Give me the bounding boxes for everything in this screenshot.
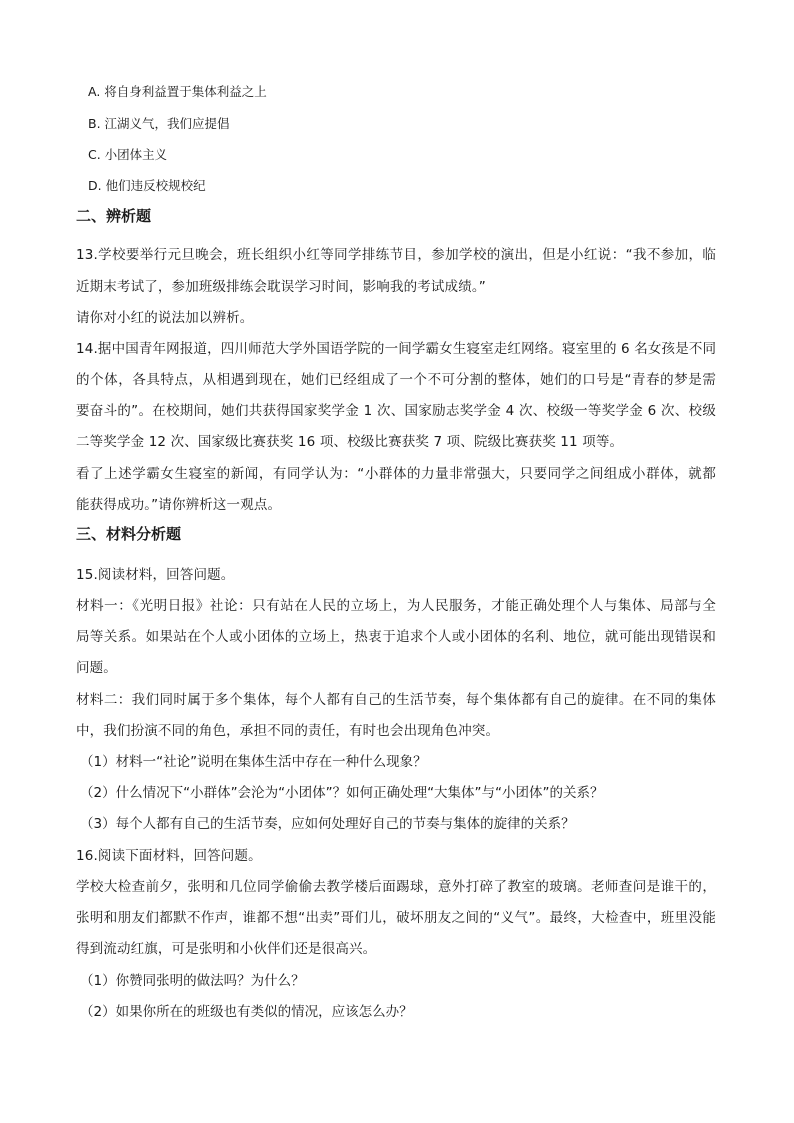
q16-paragraph-line-2: 张明和朋友们都默不作声，谁都不想“出卖”哥们儿，破坏朋友之间的“义气”。最终，大检查中，班里没能: [76, 910, 716, 926]
option-c: C. 小团体主义: [88, 147, 168, 162]
q15-material2-line-1: 材料二：我们同时属于多个集体，每个人都有自己的生活节奏，每个集体都有自己的旋律。在不同的集体: [76, 692, 716, 708]
q13-line-2: 近期末考试了，参加班级排练会耽误学习时间，影响我的考试成绩。”: [76, 279, 486, 295]
q14-line-6: 能获得成功。”请你辨析这一观点。: [76, 497, 282, 513]
q16-paragraph-line-3: 得到流动红旗，可是张明和小伙伴们还是很高兴。: [76, 941, 377, 957]
q14-line-2: 的个体，各具特点，从相遇到现在，她们已经组成了一个不可分割的整体，她们的口号是“青春的梦是需: [76, 372, 716, 388]
q13-line-3: 请你对小红的说法加以辨析。: [76, 310, 254, 326]
q15-material1-line-3: 问题。: [76, 660, 117, 676]
q16-sub-question-1: （1）你赞同张明的做法吗？为什么？: [80, 973, 305, 989]
q14-line-1: 14.据中国青年网报道，四川师范大学外国语学院的一间学霸女生寝室走红网络。寝室里的 6 名女孩是不同: [76, 341, 717, 357]
section-heading-2: 二、辨析题: [76, 207, 152, 225]
option-b: B. 江湖义气，我们应提倡: [88, 116, 230, 131]
q16-line-1: 16.阅读下面材料，回答问题。: [76, 848, 262, 864]
option-d: D. 他们违反校规校纪: [88, 178, 206, 193]
q16-paragraph-line-1: 学校大检查前夕，张明和几位同学偷偷去教学楼后面踢球，意外打碎了教室的玻璃。老师查问是谁干的，: [76, 879, 716, 895]
q14-line-5: 看了上述学霸女生寝室的新闻，有同学认为：“小群体的力量非常强大，只要同学之间组成小群体，就都: [76, 466, 716, 482]
option-a: A. 将自身利益置于集体利益之上: [88, 84, 267, 99]
q15-line-1: 15.阅读材料，回答问题。: [76, 567, 235, 583]
q16-sub-question-2: （2）如果你所在的班级也有类似的情况，应该怎么办？: [80, 1004, 413, 1020]
q14-line-4: 二等奖学金 12 次、国家级比赛获奖 16 项、校级比赛获奖 7 项、院级比赛获奖 11 项等。: [76, 434, 624, 450]
q15-material2-line-2: 中，我们扮演不同的角色，承担不同的责任，有时也会出现角色冲突。: [76, 723, 500, 739]
q15-sub-question-1: （1）材料一“社论”说明在集体生活中存在一种什么现象？: [80, 754, 427, 770]
q14-line-3: 要奋斗的”。在校期间，她们共获得国家奖学金 1 次、国家励志奖学金 4 次、校级一等奖学金 6 次、校级: [76, 403, 716, 419]
section-heading-3: 三、材料分析题: [76, 525, 182, 543]
q15-material1-line-2: 局等关系。如果站在个人或小团体的立场上，热衷于追求个人或小团体的名利、地位，就可能出现错误和: [76, 629, 716, 645]
q15-sub-question-2: （2）什么情况下“小群体”会沦为“小团体”？如何正确处理“大集体”与“小团体”的关系？: [80, 785, 604, 801]
q13-line-1: 13.学校要举行元旦晚会，班长组织小红等同学排练节目，参加学校的演出，但是小红说：“我不参加，临: [76, 247, 716, 263]
q15-material1-line-1: 材料一：《光明日报》社论：只有站在人民的立场上，为人民服务，才能正确处理个人与集体、局部与全: [76, 598, 716, 614]
q15-sub-question-3: （3）每个人都有自己的生活节奏，应如何处理好自己的节奏与集体的旋律的关系？: [80, 816, 575, 832]
